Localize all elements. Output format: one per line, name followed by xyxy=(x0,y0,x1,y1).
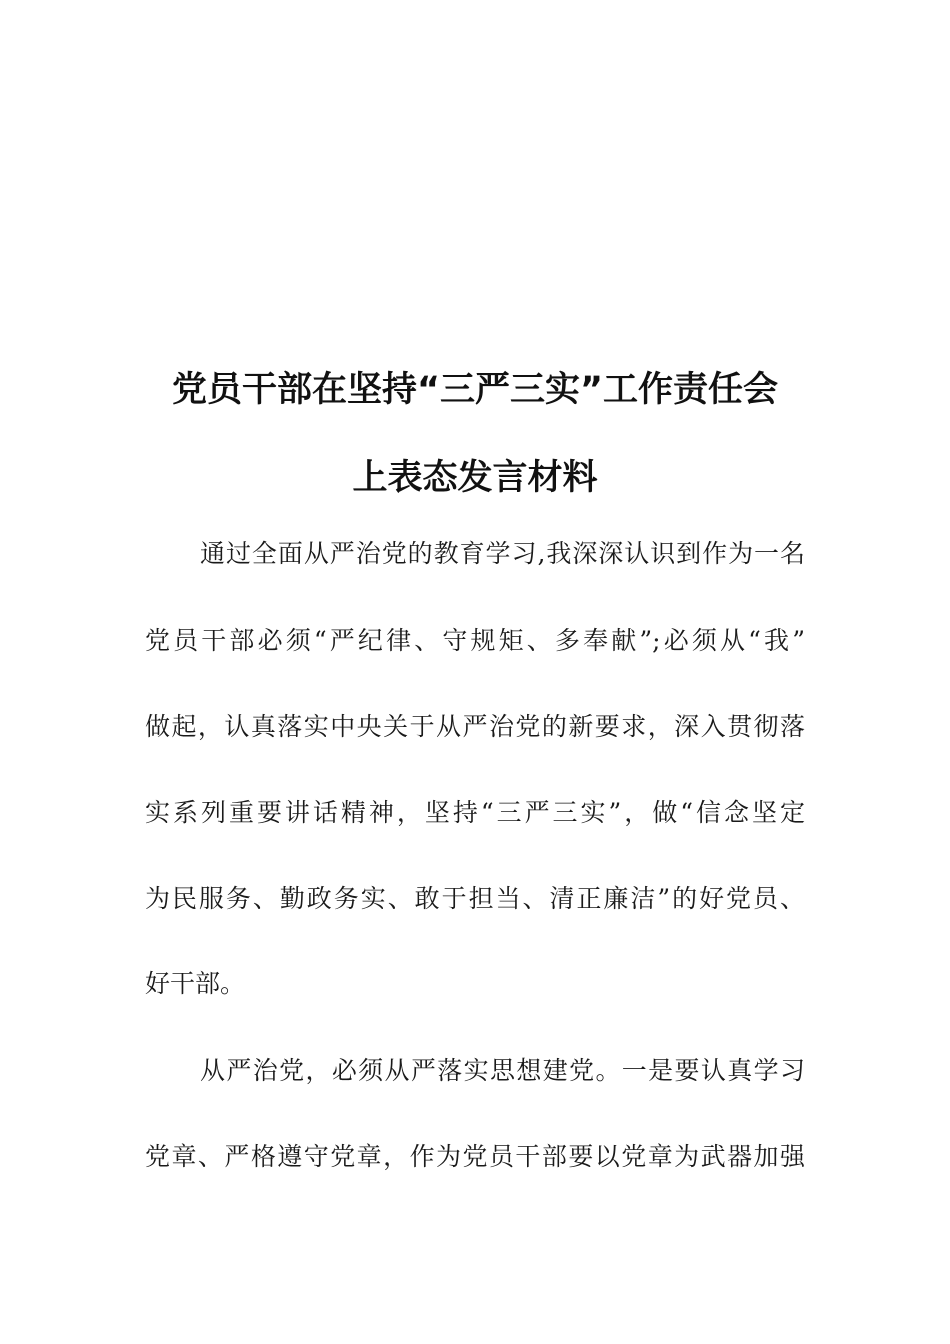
paragraph-1-line-2: 党员干部必须“严纪律、守规矩、多奉献”;必须从“我” xyxy=(145,626,805,655)
paragraph-1-line-6: 好干部。 xyxy=(145,969,246,998)
paragraph-2-line-1: 从严治党，必须从严落实思想建党。一是要认真学习 xyxy=(200,1056,805,1085)
document-title-line-1: 党员干部在坚持“三严三实”工作责任会 xyxy=(171,370,778,410)
paragraph-1-line-5: 为民服务、勤政务实、敢于担当、清正廉洁”的好党员、 xyxy=(145,884,805,913)
paragraph-1-line-3: 做起，认真落实中央关于从严治党的新要求，深入贯彻落 xyxy=(145,712,805,741)
paragraph-2-line-2: 党章、严格遵守党章，作为党员干部要以党章为武器加强 xyxy=(145,1142,805,1171)
paragraph-1-line-4: 实系列重要讲话精神，坚持“三严三实”，做“信念坚定 xyxy=(145,798,805,827)
document-title-line-2: 上表态发言材料 xyxy=(352,458,598,498)
paragraph-1-line-1: 通过全面从严治党的教育学习,我深深认识到作为一名 xyxy=(200,539,805,568)
